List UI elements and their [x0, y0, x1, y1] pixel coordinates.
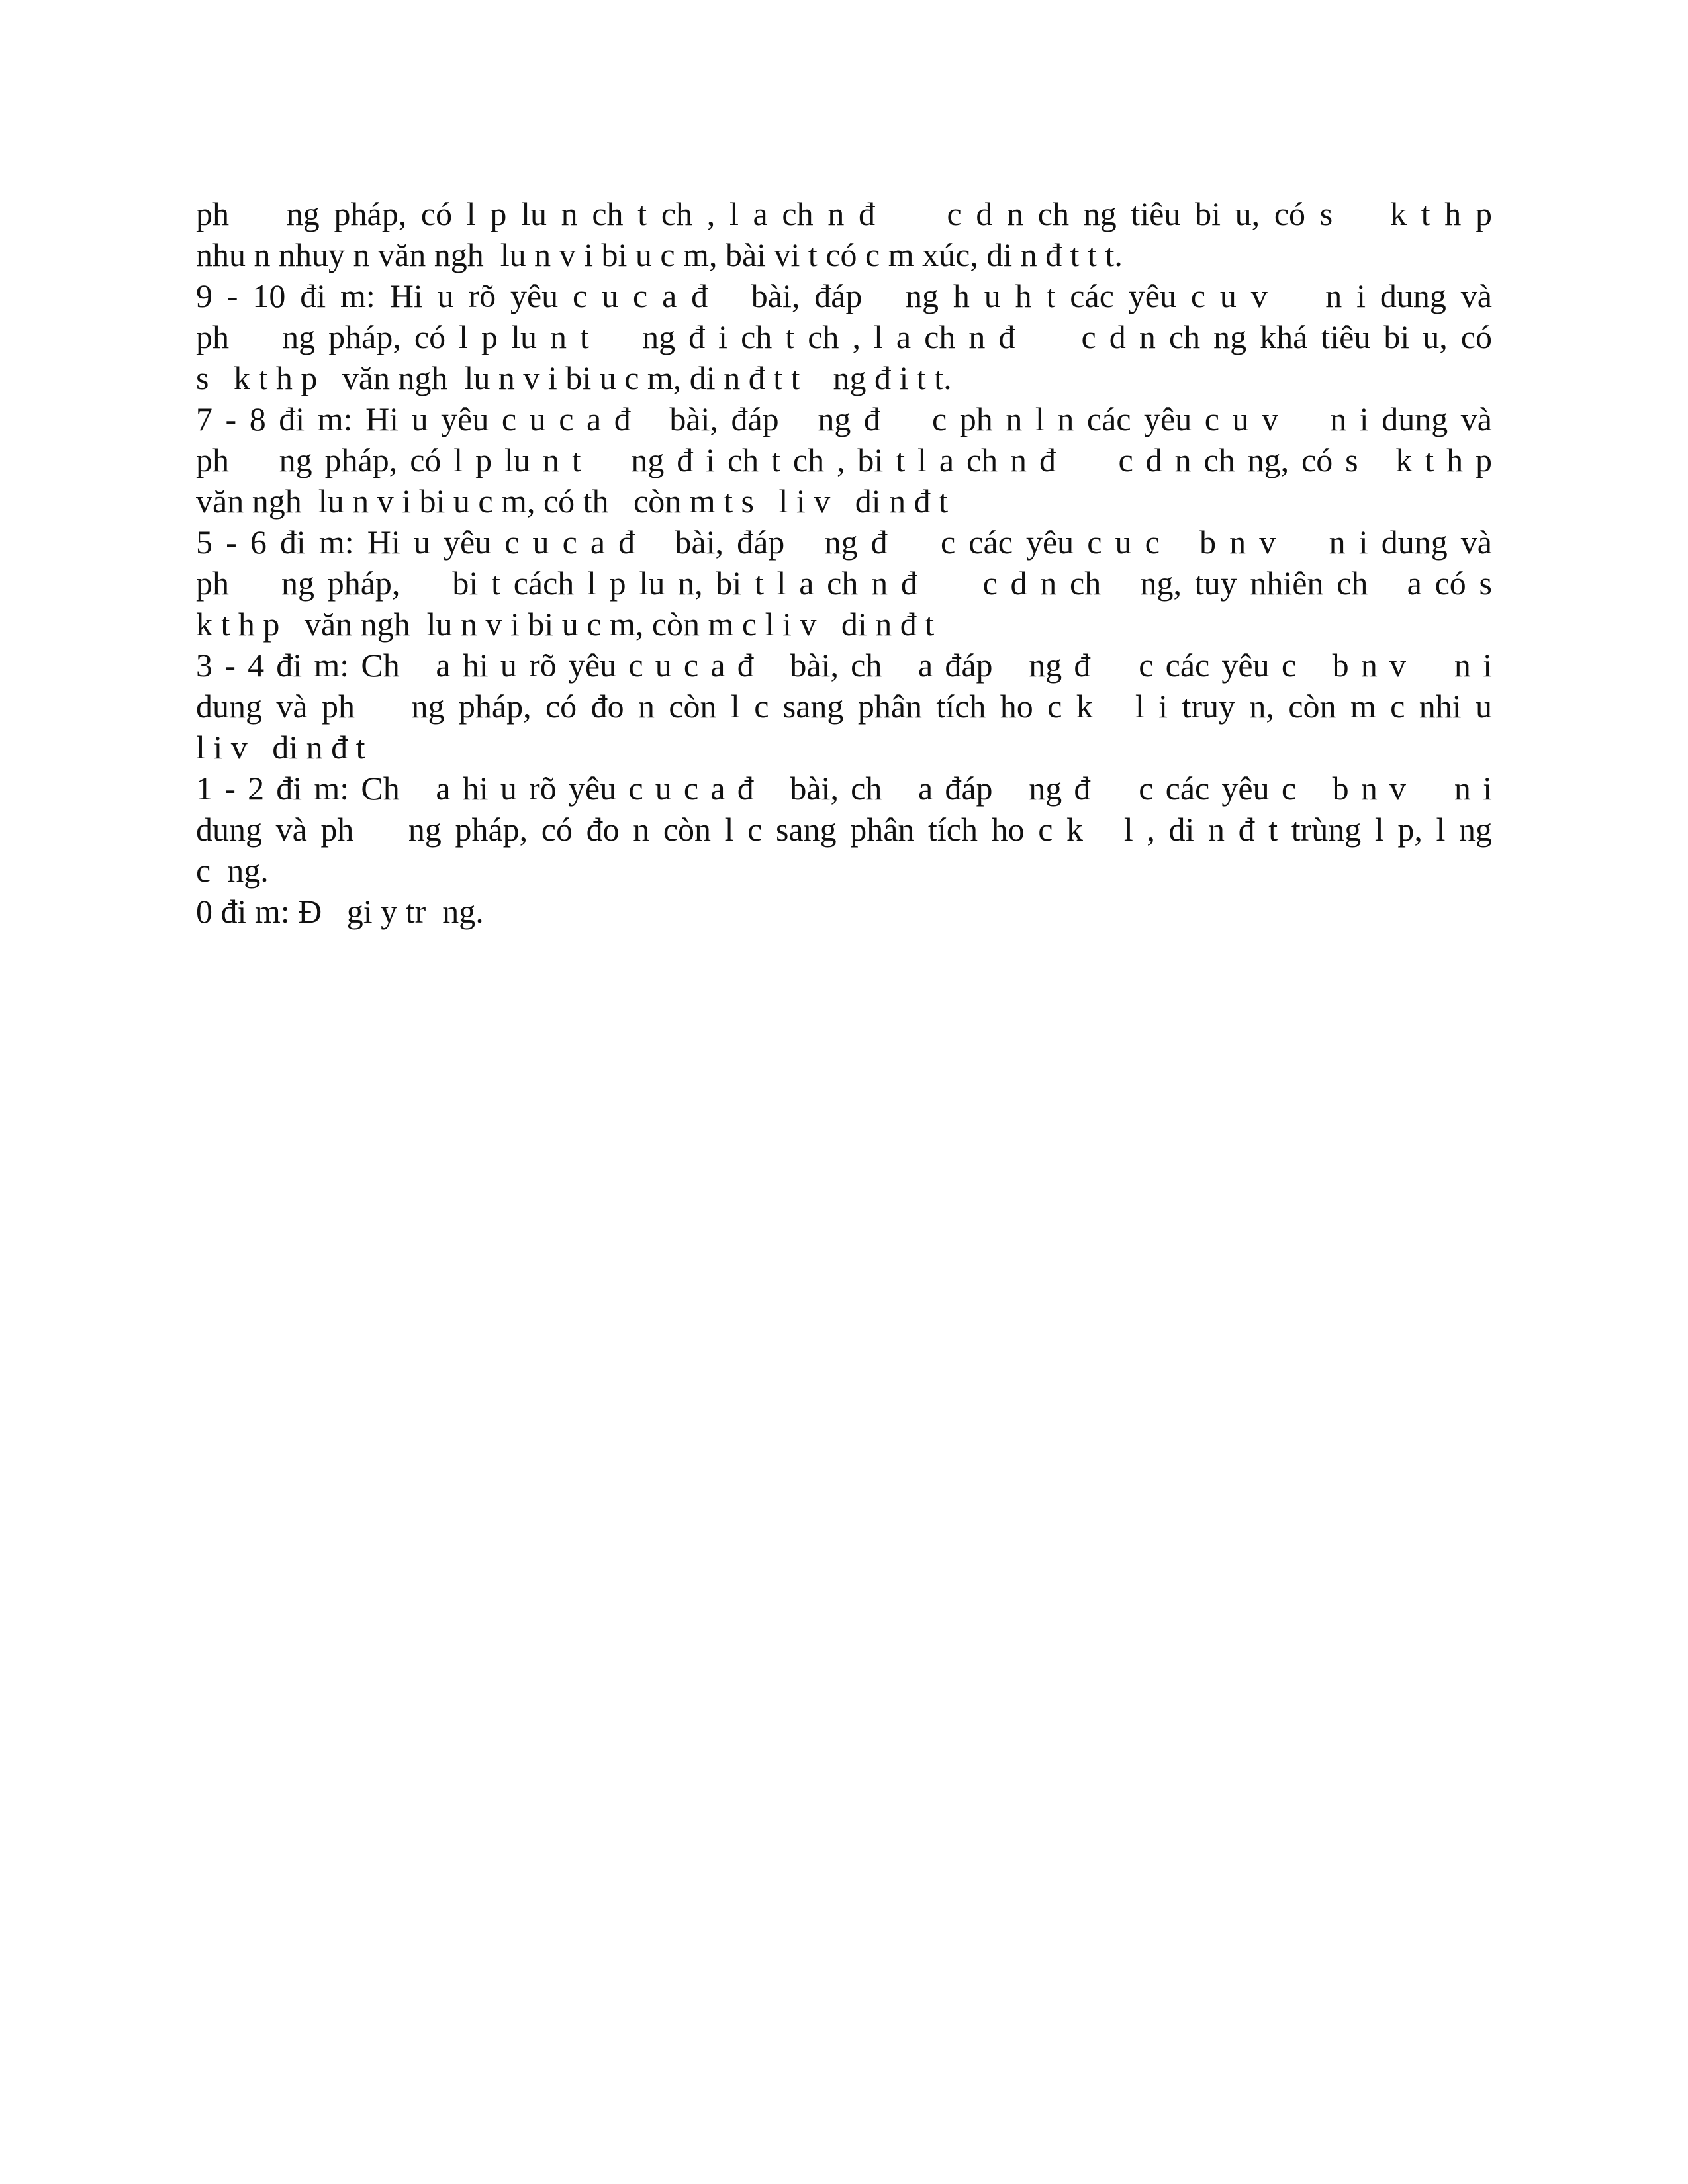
text-line: dung và ph ng pháp, có đo n còn l c sang phân tích ho c k l i truy n, còn m c nhi u [196, 688, 1492, 725]
text-line: ph ng pháp, bi t cách l p lu n, bi t l a ch n đ c d n ch ng, tuy nhiên ch a có s [196, 565, 1492, 602]
text-line: s k t h p văn ngh lu n v i bi u c m, di n đ t t ng đ i t t. [196, 359, 952, 396]
text-line: 3 - 4 đi m: Ch a hi u rõ yêu c u c a đ bài, ch a đáp ng đ c các yêu c b n v n i [196, 647, 1492, 684]
text-line: 0 đi m: Đ gi y tr ng. [196, 893, 484, 930]
text-line: ph ng pháp, có l p lu n ch t ch , l a ch n đ c d n ch ng tiêu bi u, có s k t h p [196, 195, 1492, 232]
text-line: 7 - 8 đi m: Hi u yêu c u c a đ bài, đáp ng đ c ph n l n các yêu c u v n i dung và [196, 400, 1492, 437]
text-line: nhu n nhuy n văn ngh lu n v i bi u c m, bài vi t có c m xúc, di n đ t t t. [196, 236, 1123, 273]
text-line: 5 - 6 đi m: Hi u yêu c u c a đ bài, đáp ng đ c các yêu c u c b n v n i dung và [196, 523, 1492, 561]
text-line: ph ng pháp, có l p lu n t ng đ i ch t ch , bi t l a ch n đ c d n ch ng, có s k t h p [196, 441, 1492, 478]
text-line: văn ngh lu n v i bi u c m, có th còn m t s l i v di n đ t [196, 482, 949, 520]
scoring-rubric-text [196, 193, 1492, 932]
text-line: 1 - 2 đi m: Ch a hi u rõ yêu c u c a đ bài, ch a đáp ng đ c các yêu c b n v n i [196, 770, 1492, 807]
text-line: k t h p văn ngh lu n v i bi u c m, còn m c l i v di n đ t [196, 606, 935, 643]
text-line: c ng. [196, 852, 269, 889]
text-line: 9 - 10 đi m: Hi u rõ yêu c u c a đ bài, đáp ng h u h t các yêu c u v n i dung và [196, 277, 1492, 314]
text-line: ph ng pháp, có l p lu n t ng đ i ch t ch , l a ch n đ c d n ch ng khá tiêu bi u, có [196, 318, 1492, 355]
text-line: l i v di n đ t [196, 729, 365, 766]
text-line: dung và ph ng pháp, có đo n còn l c sang phân tích ho c k l , di n đ t trùng l p, l ng [196, 811, 1492, 848]
